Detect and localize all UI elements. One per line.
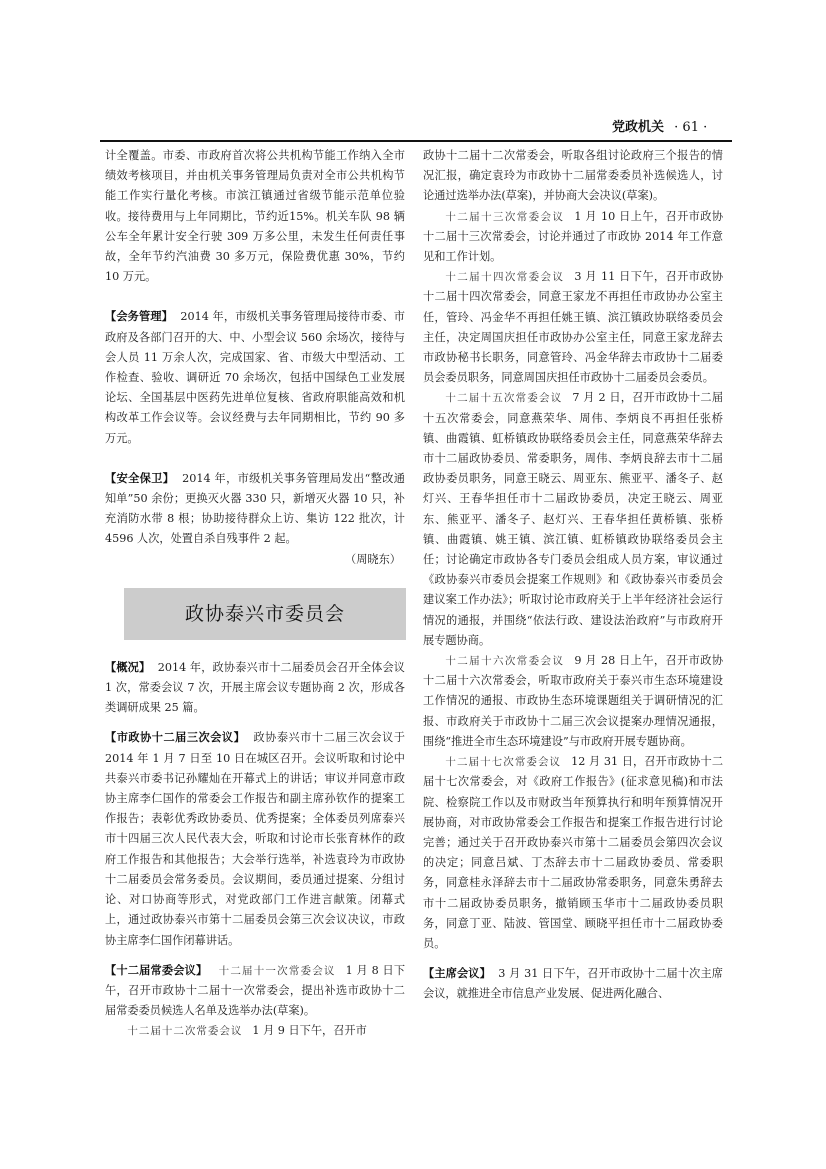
meeting-paragraph <box>423 752 723 954</box>
continued-paragraph: 计全覆盖。市委、市政府首次将公共机构节能工作纳入全市绩效考核项目，并由机关事务管理局负责对全市公共机构节能工作实行量化考核。市滨江镇通过省级节能示范单位验收。接待费用与上年同期比，节约近15%。机关车队 98 辆公车全年累计安全行驶 309 万多公里，未发生任何责任事故，全年节约汽油费 30 多万元，保险费优惠 30%，节约 10 万元。 <box>105 149 405 284</box>
meeting-paragraph <box>423 267 723 388</box>
meeting-subhead: 十二届十五次常委会议 <box>445 392 563 405</box>
meeting-text: 1 月 10 日上午，召开市政协十二届十三次常委会，讨论并通过了市政协 2014 年工作意见和工作计划。 <box>423 209 724 264</box>
meeting-text: 1 月 9 日下午，召开市 <box>252 1024 367 1038</box>
meeting-subhead: 十二届十六次常委会议 <box>445 655 565 668</box>
meeting-subhead: 十二届十二次常委会议 <box>127 1025 243 1038</box>
meeting-text: 9 月 28 日上午，召开市政协十二届十六次常委会，听取市政府关于泰兴市生态环境建设工作情况的通报、市政协生态环境课题组关于调研情况的汇报、市政府关于市政协十二届三次会议提案办理情况通报，围绕“推进全市生态环境建设”与市政府开展专题协商。 <box>423 654 724 748</box>
meeting-text: 3 月 11 日下午，召开市政协十二届十四次常委会，同意王家龙不再担任市政协办公室主任，管玲、冯金华不再担任姚王镇、滨江镇政协联络委员会主任，决定周国庆担任市政协办公室主任，同意王家龙辞去市政协秘书长职务，同意管玲、冯金华辞去市政协十二届委员会委员职务，同意周国庆担任市政协十二届委员会委员。 <box>423 270 724 385</box>
meeting-text: 7 月 2 日，召开市政协十二届十五次常委会，同意燕荣华、周伟、李炳良不再担任张桥镇、曲霞镇、虹桥镇政协联络委员会主任，同意燕荣华辞去市十二届政协委员、常委职务，周伟、李炳良辞去市十二届政协委员职务，同意王晓云、周亚东、熊亚平、潘冬子、赵灯兴、王春华担任市十二届政协委员，决定王晓云、周亚东、熊亚平、潘冬子、赵灯兴、王春华担任黄桥镇、张桥镇、曲霞镇、姚王镇、滨江镇、虹桥镇政协联络委员会主任；讨论确定市政协各专门委员会组成人员方案，审议通过《政协泰兴市委员会提案工作规则》和《政协泰兴市委员会建议案工作办法》；听取讨论市政府关于上半年经济社会运行情况的通报，并围绕“依法行政、建设法治政府”与市政府开展专题协商。 <box>423 391 724 647</box>
entry-text: 2014 年，市级机关事务管理局接待市委、市政府及各部门召开的大、中、小型会议 560 余场次，接待与会人员 11 万余人次，完成国家、省、市级大中型活动、工作检查、验收、调研近 70 余场次，包括中国绿色工业发展论坛、全国基层中医药先进单位复核、省政府职能高效和机构改革工作会议等。会议经费与去年同期相比，节约 90 多万元。 <box>105 310 405 445</box>
meeting-paragraph <box>423 388 723 651</box>
meeting-subhead: 十二届十四次常委会议 <box>445 271 565 284</box>
entry-huiwu <box>105 307 405 448</box>
meeting-text: 1 月 8 日下午，召开市政协十二届十一次常委会，提出补选市政协十二届常委委员候选人名单及选举办法(草案)。 <box>105 963 406 1018</box>
entry-changwei <box>105 961 405 1022</box>
left-column <box>105 146 405 1042</box>
entry-gaikuang <box>105 658 405 719</box>
running-head-section: 党政机关 <box>612 120 665 135</box>
meeting-text: 12 月 31 日，召开市政协十二届十七次常委会，对《政府工作报告》(征求意见稿)和市法院、检察院工作以及市财政当年预算执行和明年预算情况开展协商，对市政协常委会工作报告和提案工作报告进行讨论完善；通过关于召开政协泰兴市第十二届委员会第四次会议的决定；同意吕斌、丁杰辞去市十二届政协委员、常委职务，同意桂永泽辞去市十二届政协常委职务，同意朱勇辞去市十二届政协委员职务，撤销顾玉华市十二届政协委员职务，同意丁亚、陆波、管国堂、顾晓平担任市十二届政协委员。 <box>423 755 724 950</box>
entry-tag: 【安全保卫】 <box>105 471 175 485</box>
meeting-paragraph <box>105 1021 405 1041</box>
author-byline: （周晓东） <box>345 552 401 566</box>
entry-tag: 【概况】 <box>105 660 151 674</box>
entry-text: 2014 年，市级机关事务管理局发出“整改通知单”50 余份；更换灭火器 330 只，新增灭火器 10 只，补充消防水带 8 根；协助接待群众上访、集访 122 批次，计 4596 人次，处置自杀自残事件 2 起。 <box>105 471 405 546</box>
section-title-box <box>124 588 406 640</box>
meeting-paragraph <box>423 651 723 752</box>
entry-tag: 【主席会议】 <box>423 967 491 981</box>
entry-tag: 【十二届常委会议】 <box>105 963 208 977</box>
running-head <box>612 116 732 135</box>
page-number: · 61 · <box>674 120 708 135</box>
entry-tag: 【会务管理】 <box>105 310 173 324</box>
header-rule <box>100 140 732 142</box>
entry-text: 政协泰兴市十二届三次会议于 2014 年 1 月 7 日至 10 日在城区召开。会议听取和讨论中共泰兴市委书记孙耀灿在开幕式上的讲话；审议并同意市政协主席李仁国作的常委会工作报告和副主席孙钦作的提案工作报告；表彰优秀政协委员、优秀提案；全体委员列席泰兴市十四届三次人民代表大会，听取和讨论市长张育林作的政府工作报告和其他报告；大会举行选举，补选袁玲为市政协十二届委员会常务委员。会议期间，委员通过提案、分组讨论、对口协商等形式，对党政部门工作进言献策。闭幕式上，通过政协泰兴市第十二届委员会第三次会议决议，市政协主席李仁国作闭幕讲话。 <box>105 731 405 947</box>
entry-anquan <box>105 469 405 550</box>
continued-paragraph: 政协十二届十二次常委会，听取各组讨论政府三个报告的情况汇报，确定袁玲为市政协十二届常委委员补选候选人，讨论通过选举办法(草案)，并协商大会决议(草案)。 <box>423 149 723 203</box>
meeting-subhead: 十二届十一次常委会议 <box>218 964 336 977</box>
entry-tag: 【市政协十二届三次会议】 <box>105 731 246 745</box>
right-column <box>423 146 723 1005</box>
section-title: 政协泰兴市委员会 <box>184 602 345 625</box>
meeting-paragraph <box>423 207 723 268</box>
meeting-subhead: 十二届十三次常委会议 <box>445 210 565 223</box>
entry-text: 2014 年，政协泰兴市十二届委员会召开全体会议 1 次，常委会议 7 次，开展主席会议专题协商 2 次，形成各类调研成果 25 篇。 <box>105 660 405 715</box>
entry-zhuxi <box>423 964 723 1004</box>
entry-text: 3 月 31 日下午，召开市政协十二届十次主席会议，就推进全市信息产业发展、促进两化融合、 <box>423 967 723 1001</box>
meeting-subhead: 十二届十七次常委会议 <box>445 756 562 769</box>
entry-sanci <box>105 728 405 950</box>
